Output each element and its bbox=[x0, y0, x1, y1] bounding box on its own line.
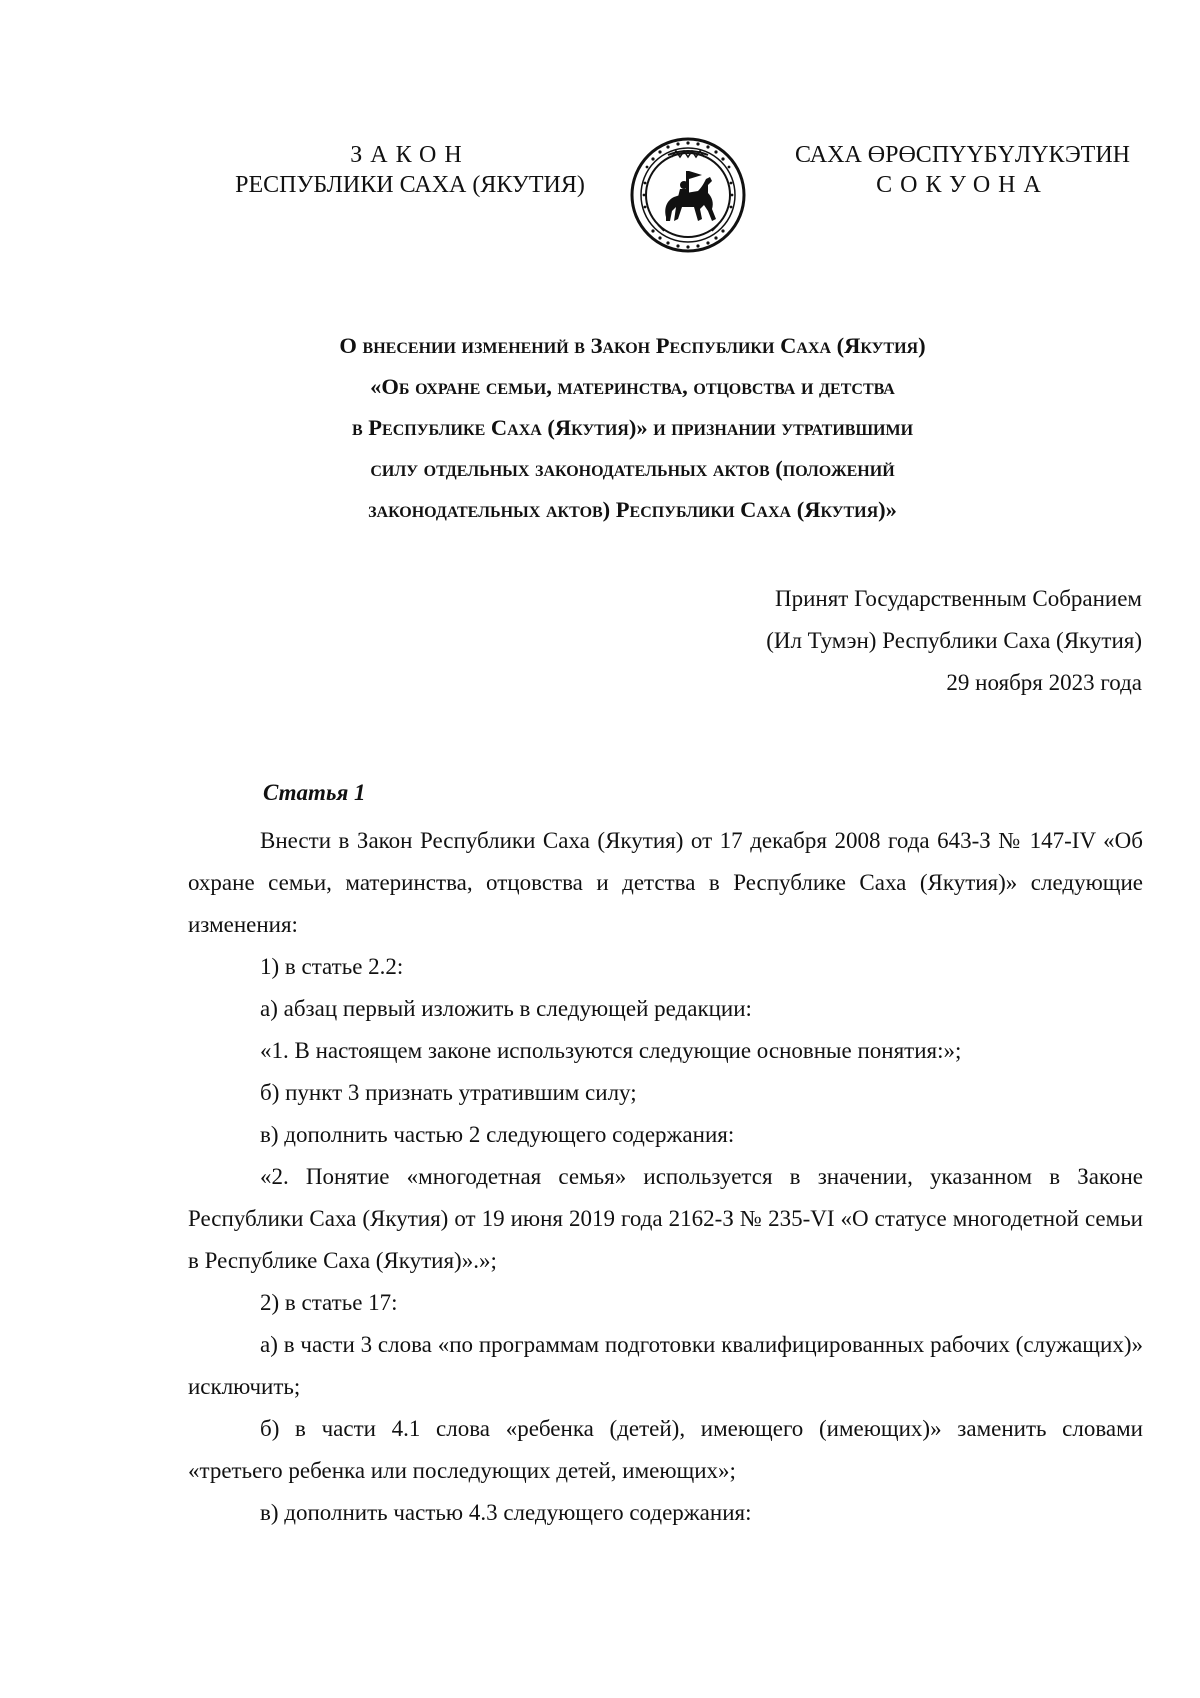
title-line: силу отдельных законодательных актов (положений bbox=[370, 456, 895, 481]
adoption-note bbox=[766, 578, 1142, 704]
adoption-line: Принят Государственным Собранием bbox=[774, 586, 1142, 611]
sakha-coat-of-arms-icon bbox=[628, 135, 748, 255]
article-paragraph: «1. В настоящем законе используются следующие основные понятия:»; bbox=[260, 1038, 962, 1063]
article-paragraph: б) пункт 3 признать утратившим силу; bbox=[260, 1080, 637, 1105]
header-right-republic: САХА ӨРӨСПҮҮБҮЛҮКЭТИН bbox=[794, 142, 1130, 168]
document-title bbox=[250, 325, 1015, 530]
article-body bbox=[188, 820, 1143, 1534]
article-paragraph: а) абзац первый изложить в следующей редакции: bbox=[260, 996, 752, 1021]
title-line: в Республике Саха (Якутия)» и признании утратившими bbox=[351, 415, 914, 440]
header-left-law-word: ЗАКОН bbox=[350, 142, 470, 168]
adoption-line: (Ил Тумэн) Республики Саха (Якутия) bbox=[766, 628, 1142, 653]
article-paragraph: 1) в статье 2.2: bbox=[260, 954, 404, 979]
header-left-republic: РЕСПУБЛИКИ САХА (ЯКУТИЯ) bbox=[235, 172, 585, 198]
article-paragraph: 2) в статье 17: bbox=[260, 1290, 398, 1315]
header-right-law-word: СОКУОНА bbox=[876, 172, 1049, 198]
title-line: законодательных актов) Республики Саха (Якутия)» bbox=[368, 497, 897, 522]
article-paragraph: а) в части 3 слова «по программам подготовки квалифицированных рабочих (служащих)» исключить; bbox=[188, 1332, 1143, 1399]
article-heading: Статья 1 bbox=[263, 780, 366, 805]
article-paragraph: «2. Понятие «многодетная семья» используется в значении, указанном в Законе Республики Саха (Якутия) от 19 июня 2019 года 2162-З № 235-VI «О статусе многодетной семьи в Республике Саха (Якутия)».»; bbox=[188, 1164, 1143, 1273]
article-paragraph: в) дополнить частью 2 следующего содержания: bbox=[260, 1122, 735, 1147]
article-paragraph: б) в части 4.1 слова «ребенка (детей), имеющего (имеющих)» заменить словами «третьего ребенка или последующих детей, имеющих»; bbox=[188, 1416, 1143, 1483]
adoption-date: 29 ноября 2023 года bbox=[946, 670, 1142, 695]
article-paragraph: Внести в Закон Республики Саха (Якутия) от 17 декабря 2008 года 643-З № 147-IV «Об охране семьи, материнства, отцовства и детства в Республике Саха (Якутия)» следующие изменения: bbox=[188, 828, 1143, 937]
title-line: «Об охране семьи, материнства, отцовства и детства bbox=[370, 374, 895, 399]
title-line: О внесении изменений в Закон Республики Саха (Якутия) bbox=[339, 333, 926, 358]
header-left bbox=[220, 140, 600, 200]
article-paragraph: в) дополнить частью 4.3 следующего содержания: bbox=[260, 1500, 752, 1525]
header-right bbox=[775, 140, 1150, 200]
